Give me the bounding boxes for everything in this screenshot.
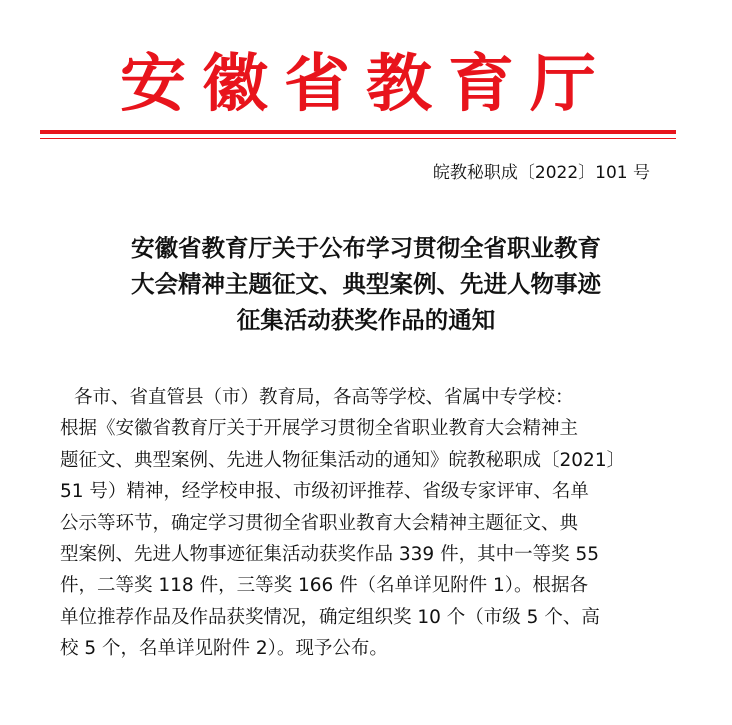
- body-line: 51 号）精神，经学校申报、市级初评推荐、省级专家评审、名单: [60, 481, 589, 503]
- title-line: 大会精神主题征文、典型案例、先进人物事迹: [131, 270, 601, 298]
- document-title: [40, 230, 692, 338]
- salutation: 各市、省直管县（市）教育局，各高等学校、省属中专学校：: [74, 387, 574, 408]
- body-line: 单位推荐作品及作品获奖情况，确定组织奖 10 个（市级 5 个、高: [60, 606, 600, 628]
- title-line: 安徽省教育厅关于公布学习贯彻全省职业教育: [131, 234, 601, 262]
- document-body: [60, 382, 660, 665]
- body-line: 型案例、先进人物事迹征集活动获奖作品 339 件，其中一等奖 55: [60, 543, 599, 565]
- title-line: 征集活动获奖作品的通知: [236, 306, 496, 334]
- document-number: 皖教秘职成〔2022〕101 号: [432, 163, 650, 183]
- body-line: 件，二等奖 118 件，三等奖 166 件（名单详见附件 1）。根据各: [60, 575, 589, 597]
- red-divider-thick: [40, 130, 676, 134]
- body-line: 校 5 个，名单详见附件 2）。现予公布。: [60, 638, 388, 660]
- red-divider-thin: [40, 138, 676, 139]
- agency-masthead: 安徽省教育厅: [120, 45, 612, 121]
- body-line: 题征文、典型案例、先进人物征集活动的通知》皖教秘职成〔2021〕: [60, 449, 626, 471]
- body-line: 根据《安徽省教育厅关于开展学习贯彻全省职业教育大会精神主: [60, 418, 579, 440]
- body-line: 公示等环节，确定学习贯彻全省职业教育大会精神主题征文、典: [60, 512, 579, 534]
